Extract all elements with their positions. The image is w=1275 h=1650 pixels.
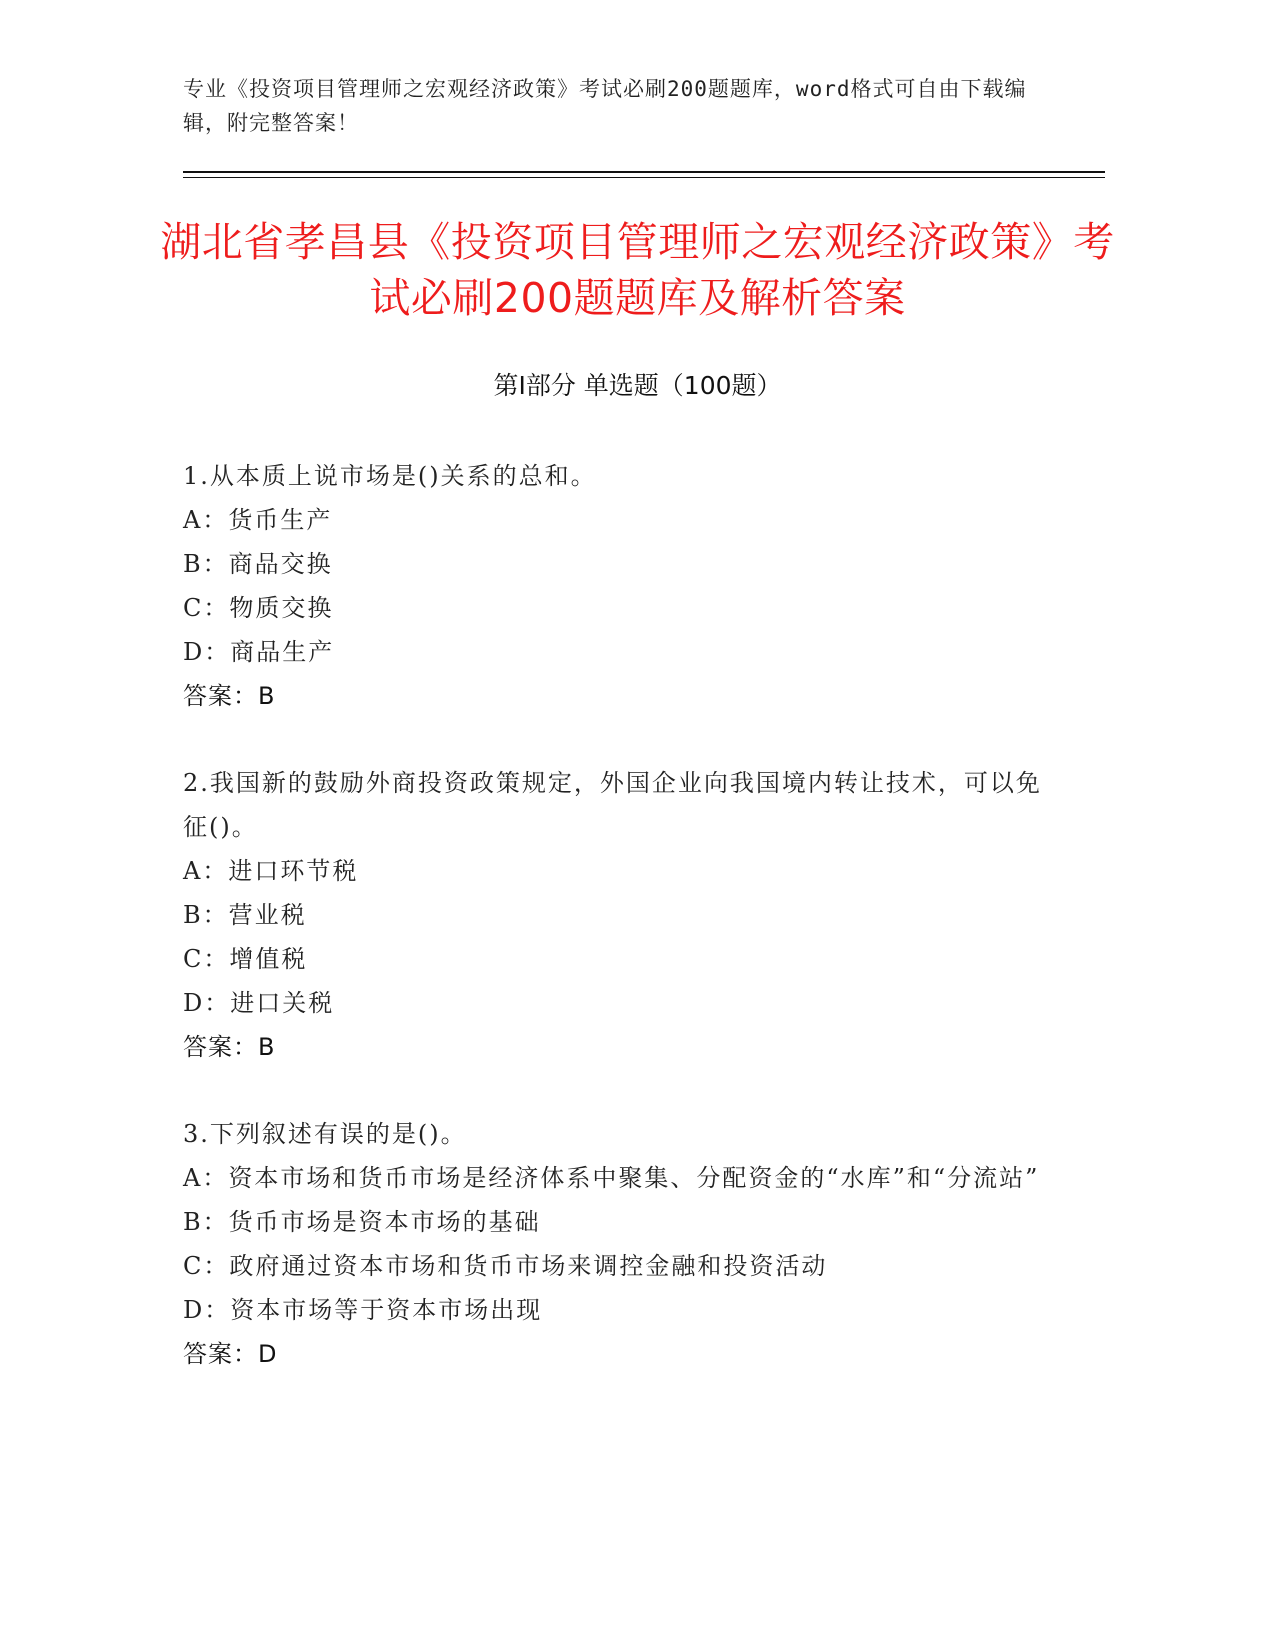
option-b: B：货币市场是资本市场的基础 (183, 1208, 541, 1236)
question-stem: 2.我国新的鼓励外商投资政策规定，外国企业向我国境内转让技术，可以免征()。 (183, 769, 1042, 841)
header-divider-thick (183, 171, 1105, 173)
question-item (183, 454, 1053, 718)
option-d: D：进口关税 (183, 989, 335, 1017)
question-stem: 1.从本质上说市场是()关系的总和。 (183, 462, 597, 490)
answer-line: 答案：D (183, 1340, 278, 1368)
option-a: A：资本市场和货币市场是经济体系中聚集、分配资金的“水库”和“分流站” (183, 1164, 1040, 1192)
answer-line: 答案：B (183, 682, 276, 710)
header-note: 专业《投资项目管理师之宏观经济政策》考试必刷200题题库，word格式可自由下载编辑，附完整答案！ (183, 77, 1027, 135)
option-a: A：货币生产 (183, 506, 333, 534)
option-d: D：资本市场等于资本市场出现 (183, 1296, 543, 1324)
option-c: C：政府通过资本市场和货币市场来调控金融和投资活动 (183, 1252, 828, 1280)
option-a: A：进口环节税 (183, 857, 359, 885)
document-title: 湖北省孝昌县《投资项目管理师之宏观经济政策》考试必刷200题题库及解析答案 (160, 218, 1115, 322)
question-stem: 3.下列叙述有误的是()。 (183, 1120, 467, 1148)
header-divider-thin (183, 177, 1105, 178)
question-item (183, 1112, 1053, 1376)
question-list (183, 454, 1053, 1376)
option-b: B：商品交换 (183, 550, 333, 578)
option-c: C：增值税 (183, 945, 308, 973)
option-b: B：营业税 (183, 901, 307, 929)
option-c: C：物质交换 (183, 594, 334, 622)
answer-line: 答案：B (183, 1033, 276, 1061)
section-title: 第I部分 单选题（100题） (493, 371, 782, 400)
question-item (183, 761, 1053, 1069)
option-d: D：商品生产 (183, 638, 335, 666)
